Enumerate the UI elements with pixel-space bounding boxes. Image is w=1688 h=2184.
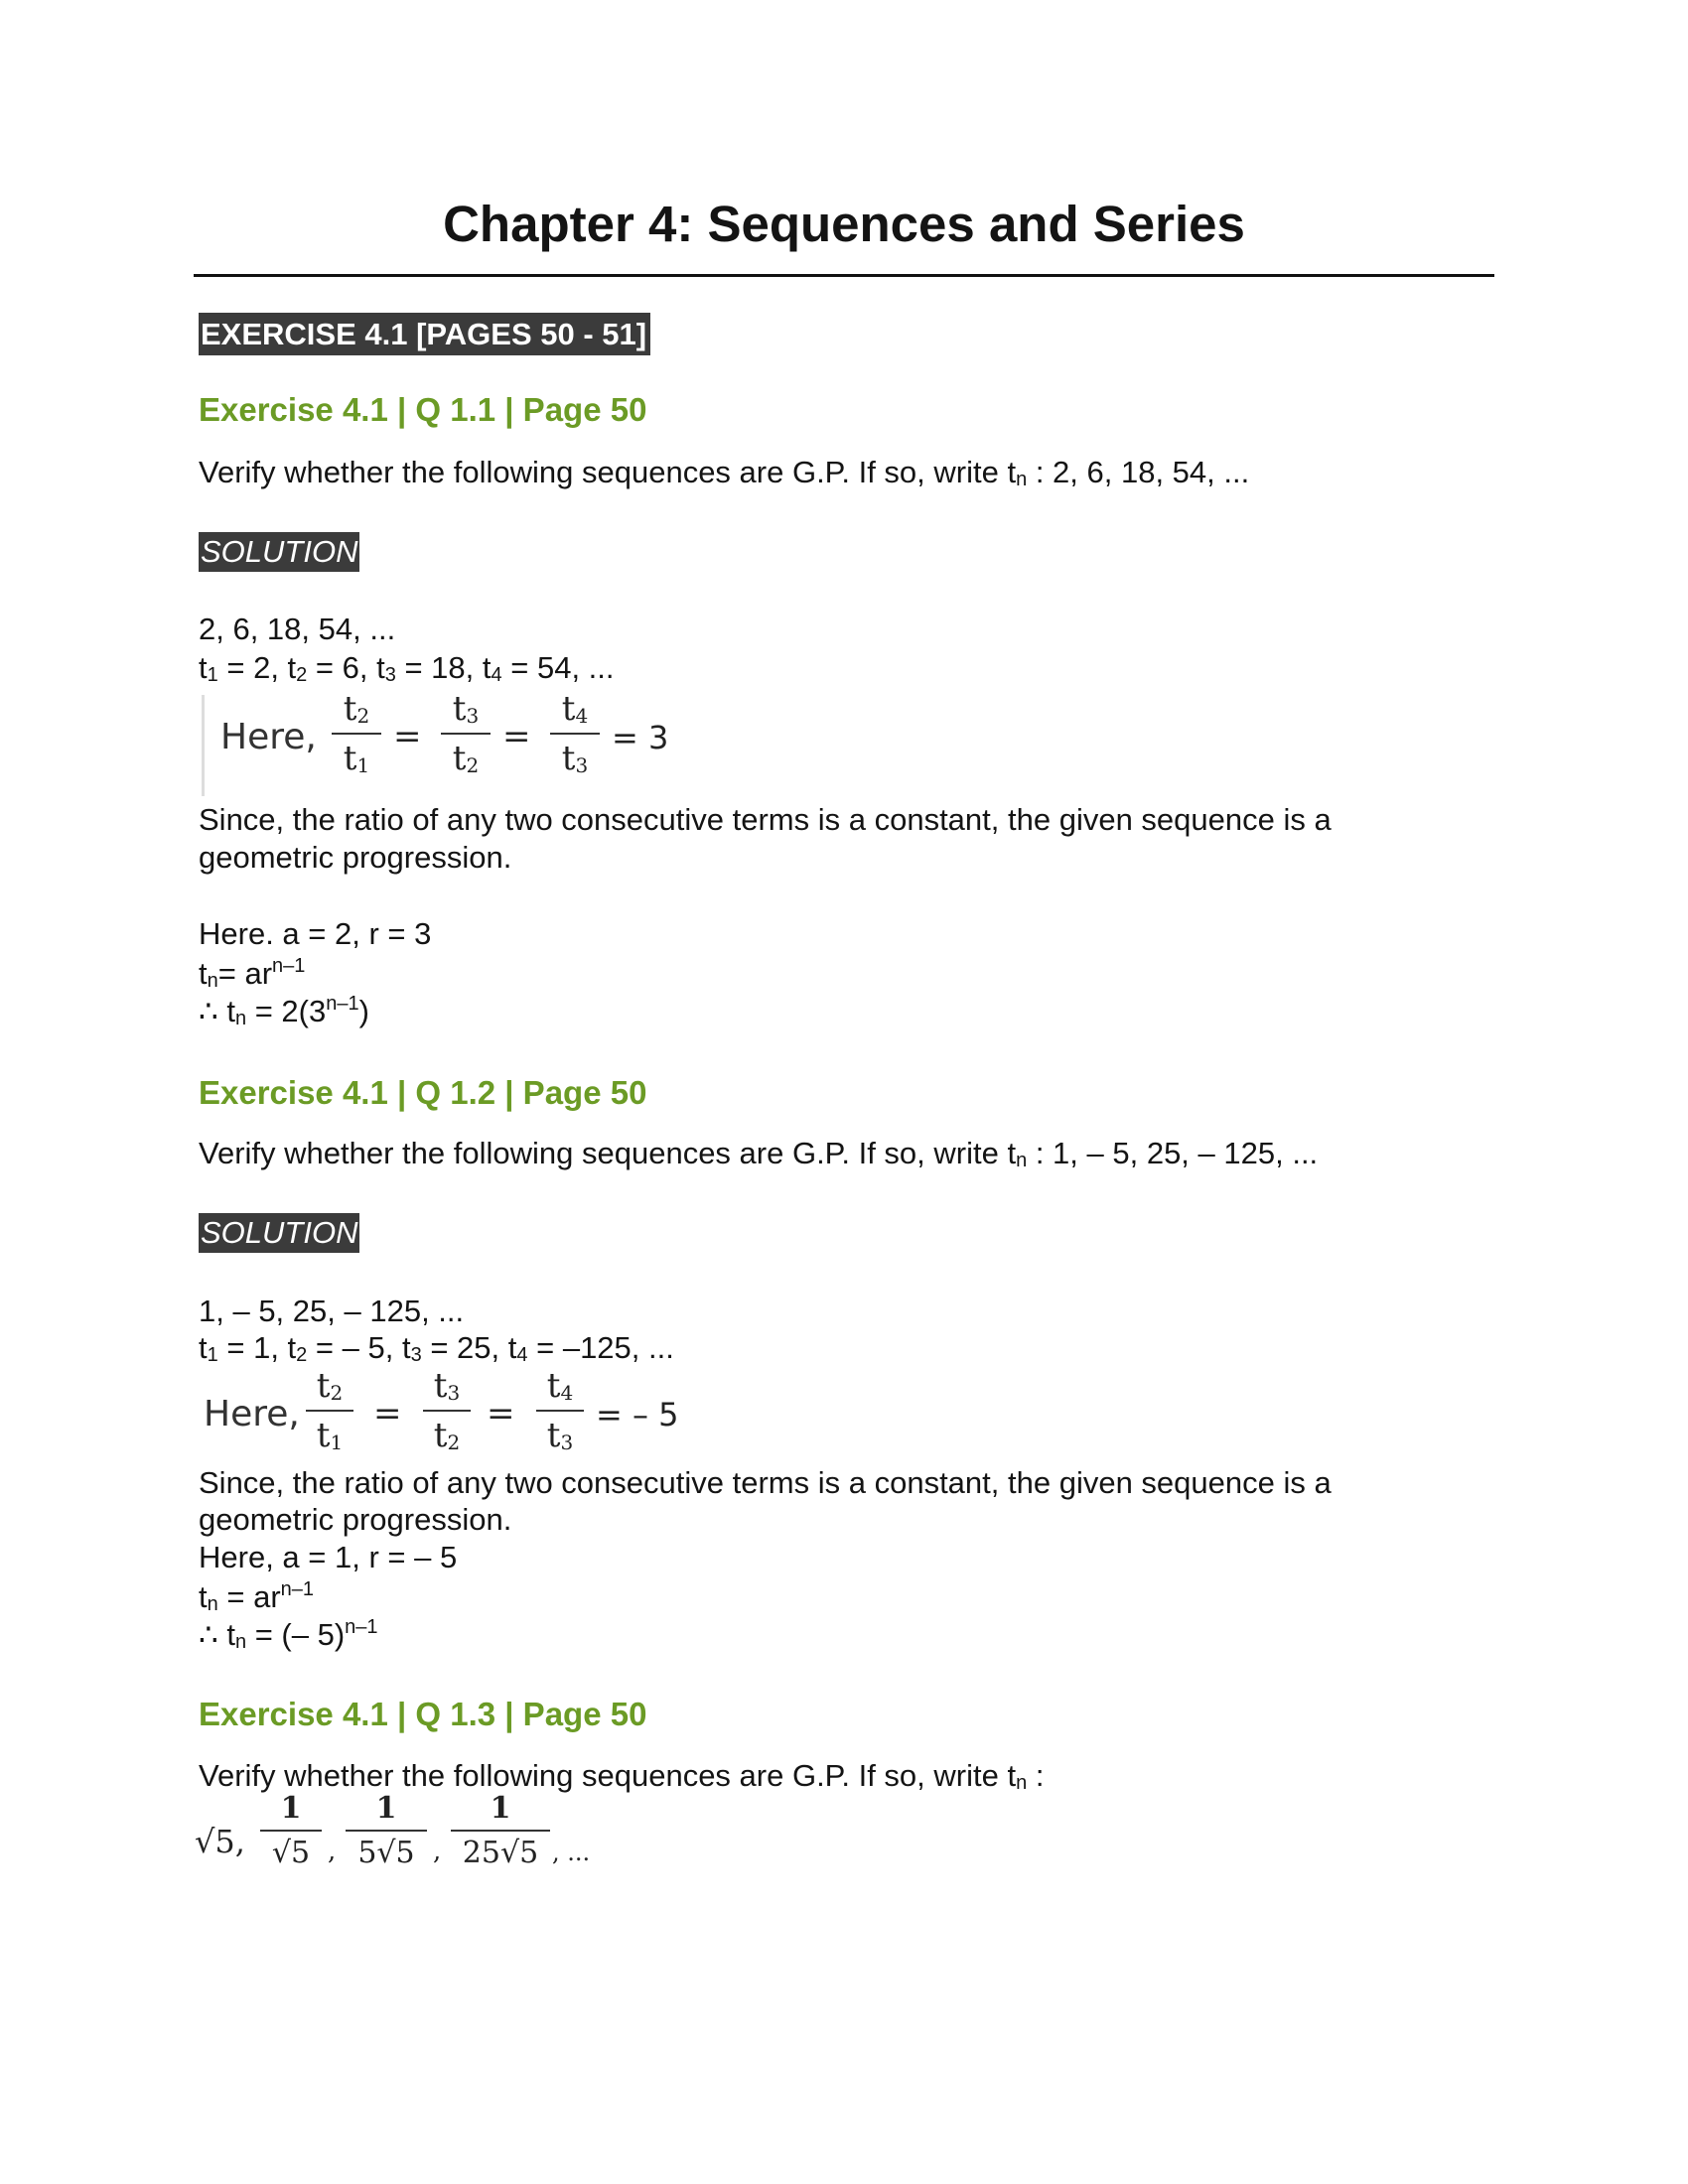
question-heading-1-1[interactable]: Exercise 4.1 | Q 1.1 | Page 50 bbox=[199, 391, 647, 428]
solution-label-1-1: SOLUTION bbox=[199, 532, 359, 572]
fraction-t2-t1: t2 t1 bbox=[332, 689, 381, 778]
exercise-heading-band: EXERCISE 4.1 [PAGES 50 - 51] bbox=[199, 313, 650, 355]
sequence-expression-1-3: √5, 1 √5 , 1 5√5 , 1 25√5 , ... bbox=[195, 1791, 591, 1870]
terms-line-1-1: t1 = 2, t2 = 6, t3 = 18, t4 = 54, ... bbox=[199, 650, 615, 686]
question-text-1-1 bbox=[199, 455, 1249, 491]
sequence-tail: , ... bbox=[552, 1839, 591, 1866]
formula-1-2: tn = $ar^{n-1}$ bbox=[199, 1578, 315, 1615]
question-prefix: Verify whether the following sequences are G.P. If so, write t bbox=[199, 455, 1017, 489]
answer-1-2: ∴ tn = (– 5)$^{n-1}$ bbox=[199, 1616, 378, 1653]
question-text-1-2: Verify whether the following sequences are G.P. If so, write tn : 1, – 5, 25, – 125, ... bbox=[199, 1136, 1319, 1171]
fraction-term-3: 1 5√5 bbox=[346, 1791, 427, 1870]
params-1-2: Here, a = 1, r = – 5 bbox=[199, 1540, 458, 1574]
ratio-equation-1-1: Here, t2 t1 = t3 t2 = t4 t3 = 3 bbox=[220, 689, 669, 778]
sequence-line-1-1: 2, 6, 18, 54, ... bbox=[199, 612, 396, 646]
answer-1-1: ∴ tn = $2(3^{n-1})$ bbox=[199, 993, 369, 1029]
fraction-t4-t3: t4 t3 bbox=[550, 689, 600, 778]
fraction-term-4: 1 25√5 bbox=[451, 1791, 550, 1870]
params-1-1: Here. a = 2, r = 3 bbox=[199, 916, 432, 951]
fraction-term-2: 1 √5 bbox=[260, 1791, 322, 1870]
conclusion-cont-1-2: geometric progression. bbox=[199, 1502, 512, 1537]
first-term: √5, bbox=[195, 1823, 245, 1860]
formula-1-1: $tn= ar^{n-1}$ bbox=[199, 955, 306, 992]
ratio-result: = – 5 bbox=[596, 1396, 679, 1433]
fraction-t3-t2: t3 t2 bbox=[423, 1366, 471, 1455]
ratio-result: = 3 bbox=[612, 719, 669, 756]
math-image-border bbox=[202, 695, 205, 796]
fraction-t3-t2: t3 t2 bbox=[441, 689, 491, 778]
terms-line-1-2: t1 = 1, t2 = – 5, t3 = 25, t4 = –125, ... bbox=[199, 1330, 674, 1366]
conclusion-1-2: Since, the ratio of any two consecutive terms is a constant, the given sequence is a bbox=[199, 1465, 1332, 1500]
ratio-here-label: Here, bbox=[220, 717, 317, 757]
question-heading-1-3[interactable]: Exercise 4.1 | Q 1.3 | Page 50 bbox=[199, 1696, 647, 1732]
fraction-t4-t3: t4 t3 bbox=[536, 1366, 584, 1455]
title-divider bbox=[194, 274, 1494, 277]
conclusion-cont-1-1: geometric progression. bbox=[199, 840, 512, 875]
question-sequence: : 2, 6, 18, 54, ... bbox=[1027, 455, 1250, 489]
solution-label-1-2: SOLUTION bbox=[199, 1213, 359, 1253]
sequence-line-1-2: 1, – 5, 25, – 125, ... bbox=[199, 1294, 465, 1328]
fraction-t2-t1: t2 t1 bbox=[306, 1366, 353, 1455]
question-subscript: n bbox=[1016, 469, 1028, 490]
ratio-equation-1-2: Here, t2 t1 = t3 t2 = t4 t3 = – 5 bbox=[204, 1366, 679, 1455]
conclusion-1-1: Since, the ratio of any two consecutive terms is a constant, the given sequence is a bbox=[199, 802, 1332, 837]
question-heading-1-2[interactable]: Exercise 4.1 | Q 1.2 | Page 50 bbox=[199, 1074, 647, 1111]
question-text-1-3: Verify whether the following sequences are G.P. If so, write tn : bbox=[199, 1758, 1045, 1794]
chapter-title: Chapter 4: Sequences and Series bbox=[443, 196, 1245, 252]
